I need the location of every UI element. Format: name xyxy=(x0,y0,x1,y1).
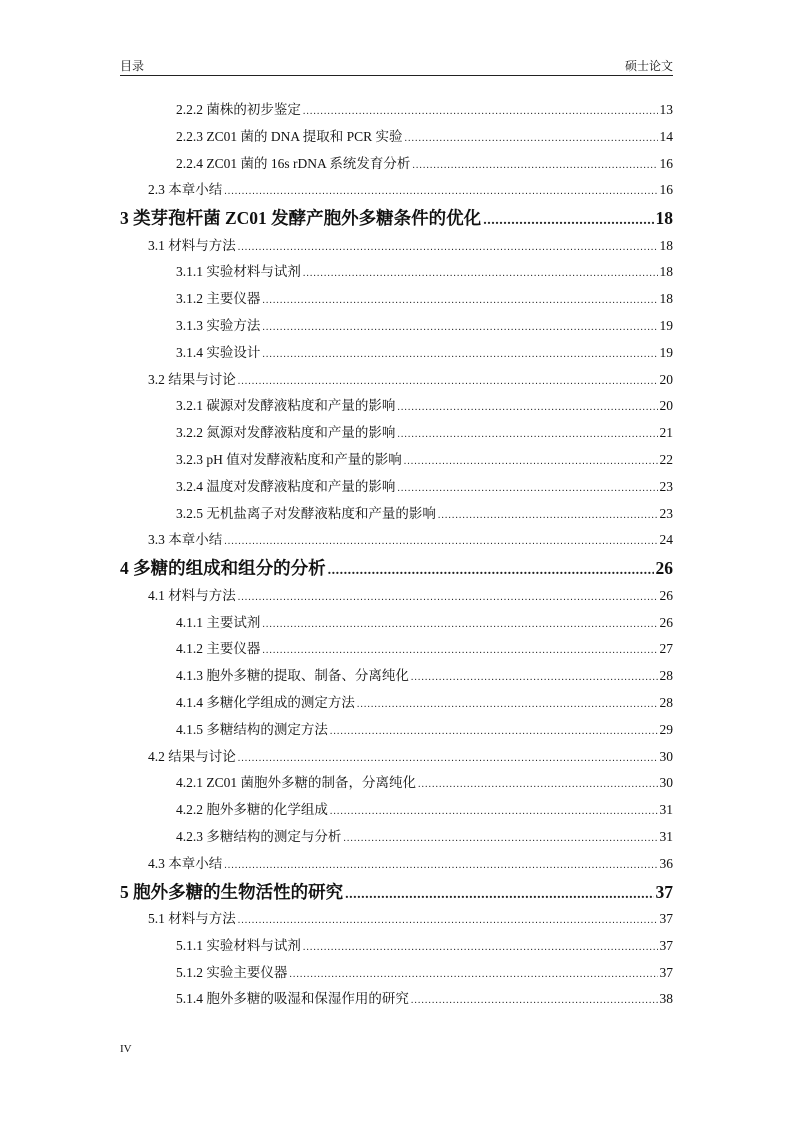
table-of-contents xyxy=(120,98,673,1014)
toc-entry-page: 26 xyxy=(659,614,673,630)
toc-dot-leader xyxy=(330,726,658,737)
toc-entry[interactable] xyxy=(120,98,673,125)
toc-entry[interactable] xyxy=(120,907,673,934)
toc-entry-page: 26 xyxy=(655,558,673,579)
toc-entry-page: 24 xyxy=(659,532,673,548)
toc-dot-leader xyxy=(343,833,657,844)
toc-entry-title: 5.1.4 胞外多糖的吸湿和保湿作用的研究 xyxy=(176,991,409,1007)
toc-entry-page: 21 xyxy=(659,425,673,441)
toc-entry-page: 22 xyxy=(659,452,673,468)
toc-dot-leader xyxy=(238,915,658,926)
toc-entry[interactable] xyxy=(120,934,673,961)
toc-dot-leader xyxy=(224,186,657,197)
toc-entry[interactable] xyxy=(120,771,673,798)
toc-dot-leader xyxy=(262,645,657,656)
toc-dot-leader xyxy=(262,349,657,360)
toc-entry[interactable] xyxy=(120,961,673,988)
toc-entry-title: 3.2.5 无机盐离子对发酵液粘度和产量的影响 xyxy=(176,505,436,521)
toc-entry-title: 4.2.2 胞外多糖的化学组成 xyxy=(176,802,328,818)
toc-entry[interactable] xyxy=(120,152,673,179)
toc-dot-leader xyxy=(357,699,658,710)
toc-dot-leader xyxy=(262,619,657,630)
toc-entry-title: 4.1.2 主要仪器 xyxy=(176,641,261,657)
toc-entry[interactable] xyxy=(120,555,673,584)
toc-entry-title: 4.1 材料与方法 xyxy=(148,587,236,603)
toc-entry-page: 31 xyxy=(659,802,673,818)
toc-entry[interactable] xyxy=(120,502,673,529)
toc-dot-leader xyxy=(224,860,657,871)
header-left-title: 目录 xyxy=(120,59,145,73)
toc-entry-page: 23 xyxy=(659,505,673,521)
toc-entry[interactable] xyxy=(120,475,673,502)
page-number: IV xyxy=(120,1043,132,1055)
toc-dot-leader xyxy=(238,592,658,603)
toc-entry-page: 27 xyxy=(659,641,673,657)
toc-entry[interactable] xyxy=(120,664,673,691)
toc-dot-leader xyxy=(303,942,658,953)
toc-dot-leader xyxy=(303,106,658,117)
toc-entry-page: 30 xyxy=(659,775,673,791)
toc-entry-title: 3.1.4 实验设计 xyxy=(176,344,261,360)
toc-entry[interactable] xyxy=(120,852,673,879)
toc-entry-title: 4.2.1 ZC01 菌胞外多糖的制备，分离纯化 xyxy=(176,775,417,791)
toc-entry-title: 4.2.3 多糖结构的测定与分析 xyxy=(176,828,342,844)
toc-entry-page: 18 xyxy=(659,264,673,280)
header-right-title: 硕士论文 xyxy=(624,59,673,73)
toc-entry-page: 28 xyxy=(659,694,673,710)
toc-entry-page: 26 xyxy=(659,587,673,603)
toc-entry-title: 2.3 本章小结 xyxy=(148,182,223,198)
toc-dot-leader xyxy=(330,806,658,817)
toc-entry[interactable] xyxy=(120,825,673,852)
toc-entry-title: 3.2.4 温度对发酵液粘度和产量的影响 xyxy=(176,478,396,494)
toc-entry-page: 37 xyxy=(659,937,673,953)
toc-entry[interactable] xyxy=(120,314,673,341)
toc-dot-leader xyxy=(418,779,657,790)
toc-entry[interactable] xyxy=(120,368,673,395)
toc-entry[interactable] xyxy=(120,798,673,825)
toc-entry-page: 18 xyxy=(655,208,673,229)
toc-entry-page: 23 xyxy=(659,478,673,494)
toc-entry-page: 37 xyxy=(655,881,673,902)
toc-entry-page: 36 xyxy=(659,855,673,871)
toc-entry[interactable] xyxy=(120,448,673,475)
toc-entry-page: 20 xyxy=(659,398,673,414)
toc-dot-leader xyxy=(238,242,658,253)
toc-entry-title: 4.1.1 主要试剂 xyxy=(176,614,261,630)
toc-entry-title: 4 多糖的组成和组分的分析 xyxy=(120,558,326,579)
toc-entry-title: 5.1 材料与方法 xyxy=(148,911,236,927)
toc-entry-page: 19 xyxy=(659,344,673,360)
toc-dot-leader xyxy=(224,536,657,547)
toc-entry[interactable] xyxy=(120,178,673,205)
toc-entry-title: 4.1.3 胞外多糖的提取、制备、分离纯化 xyxy=(176,668,409,684)
toc-entry[interactable] xyxy=(120,125,673,152)
toc-entry-title: 3.1.1 实验材料与试剂 xyxy=(176,264,301,280)
toc-entry[interactable] xyxy=(120,394,673,421)
toc-dot-leader xyxy=(405,133,658,144)
toc-entry-page: 38 xyxy=(659,991,673,1007)
toc-entry[interactable] xyxy=(120,260,673,287)
toc-dot-leader xyxy=(262,322,657,333)
toc-dot-leader xyxy=(262,295,657,306)
toc-entry[interactable] xyxy=(120,421,673,448)
toc-entry-page: 30 xyxy=(659,748,673,764)
toc-dot-leader xyxy=(411,995,658,1006)
toc-entry-title: 3.2.2 氮源对发酵液粘度和产量的影响 xyxy=(176,425,396,441)
toc-entry-title: 4.1.5 多糖结构的测定方法 xyxy=(176,721,328,737)
toc-entry[interactable] xyxy=(120,287,673,314)
toc-entry-page: 13 xyxy=(659,102,673,117)
toc-dot-leader xyxy=(289,969,657,980)
toc-dot-leader xyxy=(411,672,658,683)
toc-entry-title: 3.2 结果与讨论 xyxy=(148,371,236,387)
toc-dot-leader xyxy=(438,510,658,521)
toc-entry-title: 5.1.2 实验主要仪器 xyxy=(176,964,288,980)
toc-entry-title: 3 类芽孢杆菌 ZC01 发酵产胞外多糖条件的优化 xyxy=(120,208,482,229)
toc-entry-page: 28 xyxy=(659,668,673,684)
toc-entry-title: 3.2.3 pH 值对发酵液粘度和产量的影响 xyxy=(176,452,402,468)
toc-dot-leader xyxy=(303,268,658,279)
toc-entry[interactable] xyxy=(120,205,673,234)
toc-entry[interactable] xyxy=(120,718,673,745)
toc-entry-page: 14 xyxy=(659,128,673,144)
toc-dot-leader xyxy=(397,429,657,440)
toc-entry[interactable] xyxy=(120,234,673,261)
toc-entry-title: 4.3 本章小结 xyxy=(148,855,223,871)
toc-entry-page: 19 xyxy=(659,318,673,334)
toc-entry[interactable] xyxy=(120,691,673,718)
toc-entry-title: 2.2.4 ZC01 菌的 16s rDNA 系统发育分析 xyxy=(176,155,411,171)
toc-entry-title: 3.2.1 碳源对发酵液粘度和产量的影响 xyxy=(176,398,396,414)
toc-entry-title: 2.2.2 菌株的初步鉴定 xyxy=(176,102,301,117)
toc-entry-title: 4.1.4 多糖化学组成的测定方法 xyxy=(176,694,355,710)
toc-dot-leader xyxy=(397,483,657,494)
toc-dot-leader xyxy=(412,160,657,171)
toc-entry-title: 3.1.3 实验方法 xyxy=(176,318,261,334)
toc-entry-page: 31 xyxy=(659,828,673,844)
toc-entry-page: 18 xyxy=(659,237,673,253)
toc-entry[interactable] xyxy=(120,341,673,368)
toc-entry-title: 4.2 结果与讨论 xyxy=(148,748,236,764)
toc-dot-leader xyxy=(483,213,653,229)
toc-entry[interactable] xyxy=(120,584,673,611)
toc-entry[interactable] xyxy=(120,637,673,664)
toc-entry[interactable] xyxy=(120,528,673,555)
toc-entry-title: 3.3 本章小结 xyxy=(148,532,223,548)
toc-dot-leader xyxy=(328,563,654,579)
toc-dot-leader xyxy=(397,402,657,413)
toc-entry-page: 16 xyxy=(659,182,673,198)
toc-entry-page: 37 xyxy=(659,911,673,927)
toc-entry-page: 37 xyxy=(659,964,673,980)
toc-entry-page: 29 xyxy=(659,721,673,737)
toc-entry-title: 5 胞外多糖的生物活性的研究 xyxy=(120,881,344,902)
page-header xyxy=(120,55,673,76)
toc-entry-title: 5.1.1 实验材料与试剂 xyxy=(176,937,301,953)
toc-entry[interactable] xyxy=(120,879,673,908)
toc-dot-leader xyxy=(345,887,653,903)
toc-dot-leader xyxy=(238,376,658,387)
toc-entry-page: 20 xyxy=(659,371,673,387)
toc-dot-leader xyxy=(238,753,658,764)
toc-entry-page: 16 xyxy=(659,155,673,171)
toc-entry-title: 3.1.2 主要仪器 xyxy=(176,291,261,307)
toc-entry[interactable] xyxy=(120,611,673,638)
toc-entry[interactable] xyxy=(120,745,673,772)
toc-entry-page: 18 xyxy=(659,291,673,307)
toc-entry-title: 2.2.3 ZC01 菌的 DNA 提取和 PCR 实验 xyxy=(176,128,403,144)
toc-entry-title: 3.1 材料与方法 xyxy=(148,237,236,253)
toc-entry[interactable] xyxy=(120,987,673,1014)
toc-dot-leader xyxy=(404,456,658,467)
